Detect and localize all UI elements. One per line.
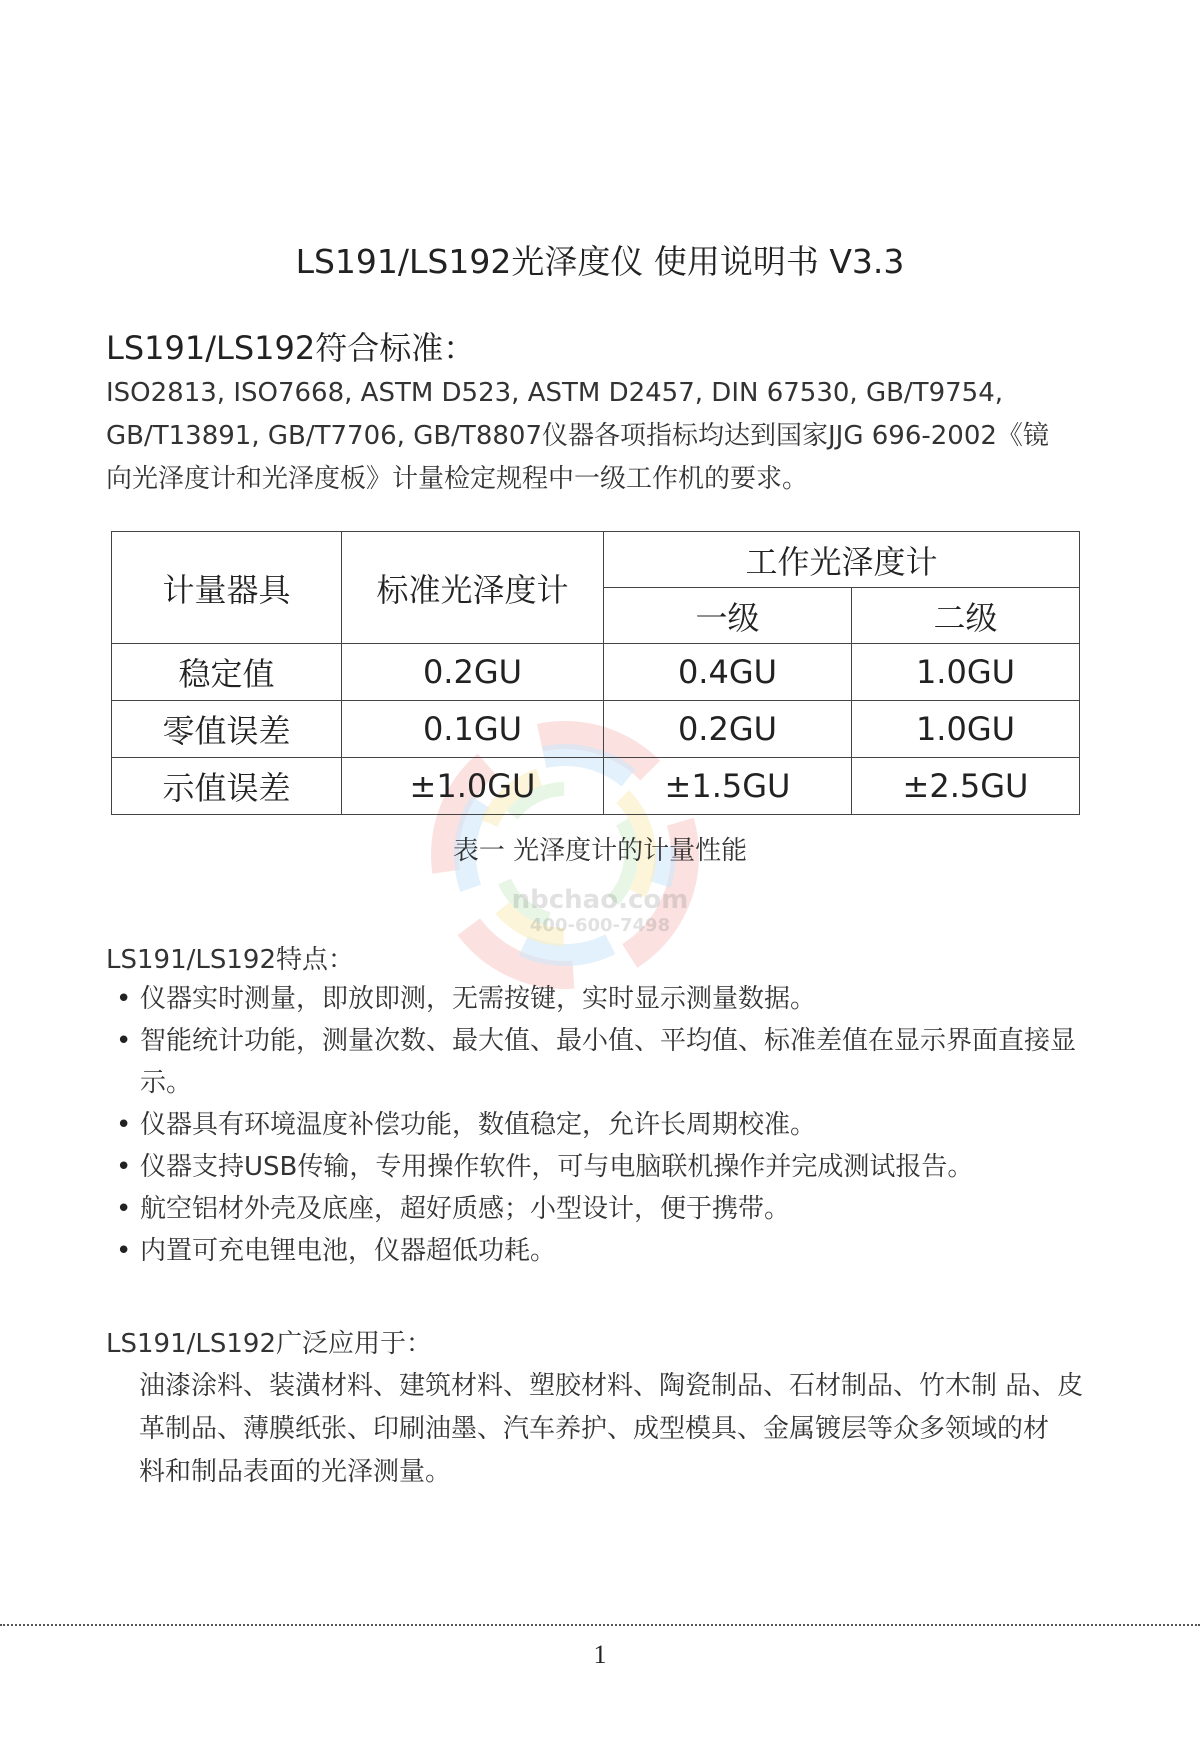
bullet-icon: • (116, 1236, 132, 1266)
list-item: • 仪器实时测量，即放即测，无需按键，实时显示测量数据。 (114, 978, 1089, 1020)
table-row (112, 644, 1080, 701)
page-number: 1 (593, 1640, 607, 1669)
header-instrument: 计量器具 (112, 532, 342, 644)
row-label: 示值误差 (112, 758, 342, 815)
list-item: • 仪器支持USB传输，专用操作软件，可与电脑联机操作并完成测试报告。 (114, 1146, 1089, 1188)
cell-level2: ±2.5GU (852, 758, 1080, 815)
page-title: LS191/LS192光泽度仪 使用说明书 V3.3 (295, 242, 905, 281)
standards-line: 向光泽度计和光泽度板》计量检定规程中一级工作机的要求。 (106, 464, 809, 494)
cell-standard: 0.1GU (342, 701, 604, 758)
bullet-icon: • (116, 1152, 132, 1182)
applications-line: 油漆涂料、装潢材料、建筑材料、塑胶材料、陶瓷制品、石材制品、竹木制 品、皮 (139, 1371, 1084, 1401)
cell-standard: ±1.0GU (342, 758, 604, 815)
cell-level1: 0.4GU (604, 644, 852, 701)
footer-divider (0, 1624, 1200, 1626)
header-level1: 一级 (604, 588, 852, 644)
applications-heading: LS191/LS192广泛应用于： (106, 1329, 432, 1359)
metrology-table (111, 531, 1080, 815)
standards-body (106, 372, 1086, 501)
features-heading: LS191/LS192特点： (106, 945, 354, 975)
table-row (112, 701, 1080, 758)
applications-line: 料和制品表面的光泽测量。 (139, 1457, 452, 1487)
cell-level1: 0.2GU (604, 701, 852, 758)
list-item: • 内置可充电锂电池，仪器超低功耗。 (114, 1230, 1089, 1272)
cell-level1: ±1.5GU (604, 758, 852, 815)
watermark-phone: 400-600-7498 (529, 915, 671, 936)
header-working: 工作光泽度计 (604, 532, 1080, 588)
applications-line: 革制品、薄膜纸张、印刷油墨、汽车养护、成型模具、金属镀层等众多领域的材 (139, 1414, 1050, 1444)
cell-level2: 1.0GU (852, 644, 1080, 701)
header-standard: 标准光泽度计 (342, 532, 604, 644)
list-item: • 仪器具有环境温度补偿功能，数值稳定，允许长周期校准。 (114, 1104, 1089, 1146)
list-item: • 航空铝材外壳及底座，超好质感；小型设计，便于携带。 (114, 1188, 1089, 1230)
standards-line: ISO2813, ISO7668, ASTM D523, ASTM D2457, DIN 67530, GB/T9754, (106, 378, 1003, 408)
features-list (114, 978, 1089, 1272)
standards-heading: LS191/LS192符合标准： (106, 329, 476, 367)
applications-body (139, 1365, 1089, 1494)
table-caption: 表一 光泽度计的计量性能 (452, 836, 748, 866)
watermark-site: nbchao.com (511, 885, 689, 915)
standards-line: GB/T13891, GB/T7706, GB/T8807仪器各项指标均达到国家JJG 696-2002《镜 (106, 421, 1049, 451)
bullet-icon: • (116, 1194, 132, 1224)
bullet-icon: • (116, 984, 132, 1014)
row-label: 稳定值 (112, 644, 342, 701)
cell-standard: 0.2GU (342, 644, 604, 701)
row-label: 零值误差 (112, 701, 342, 758)
bullet-icon: • (116, 1110, 132, 1140)
cell-level2: 1.0GU (852, 701, 1080, 758)
header-level2: 二级 (852, 588, 1080, 644)
list-item: • 智能统计功能，测量次数、最大值、最小值、平均值、标准差值在显示界面直接显示。 (114, 1020, 1089, 1104)
table-row (112, 758, 1080, 815)
bullet-icon: • (116, 1026, 132, 1056)
